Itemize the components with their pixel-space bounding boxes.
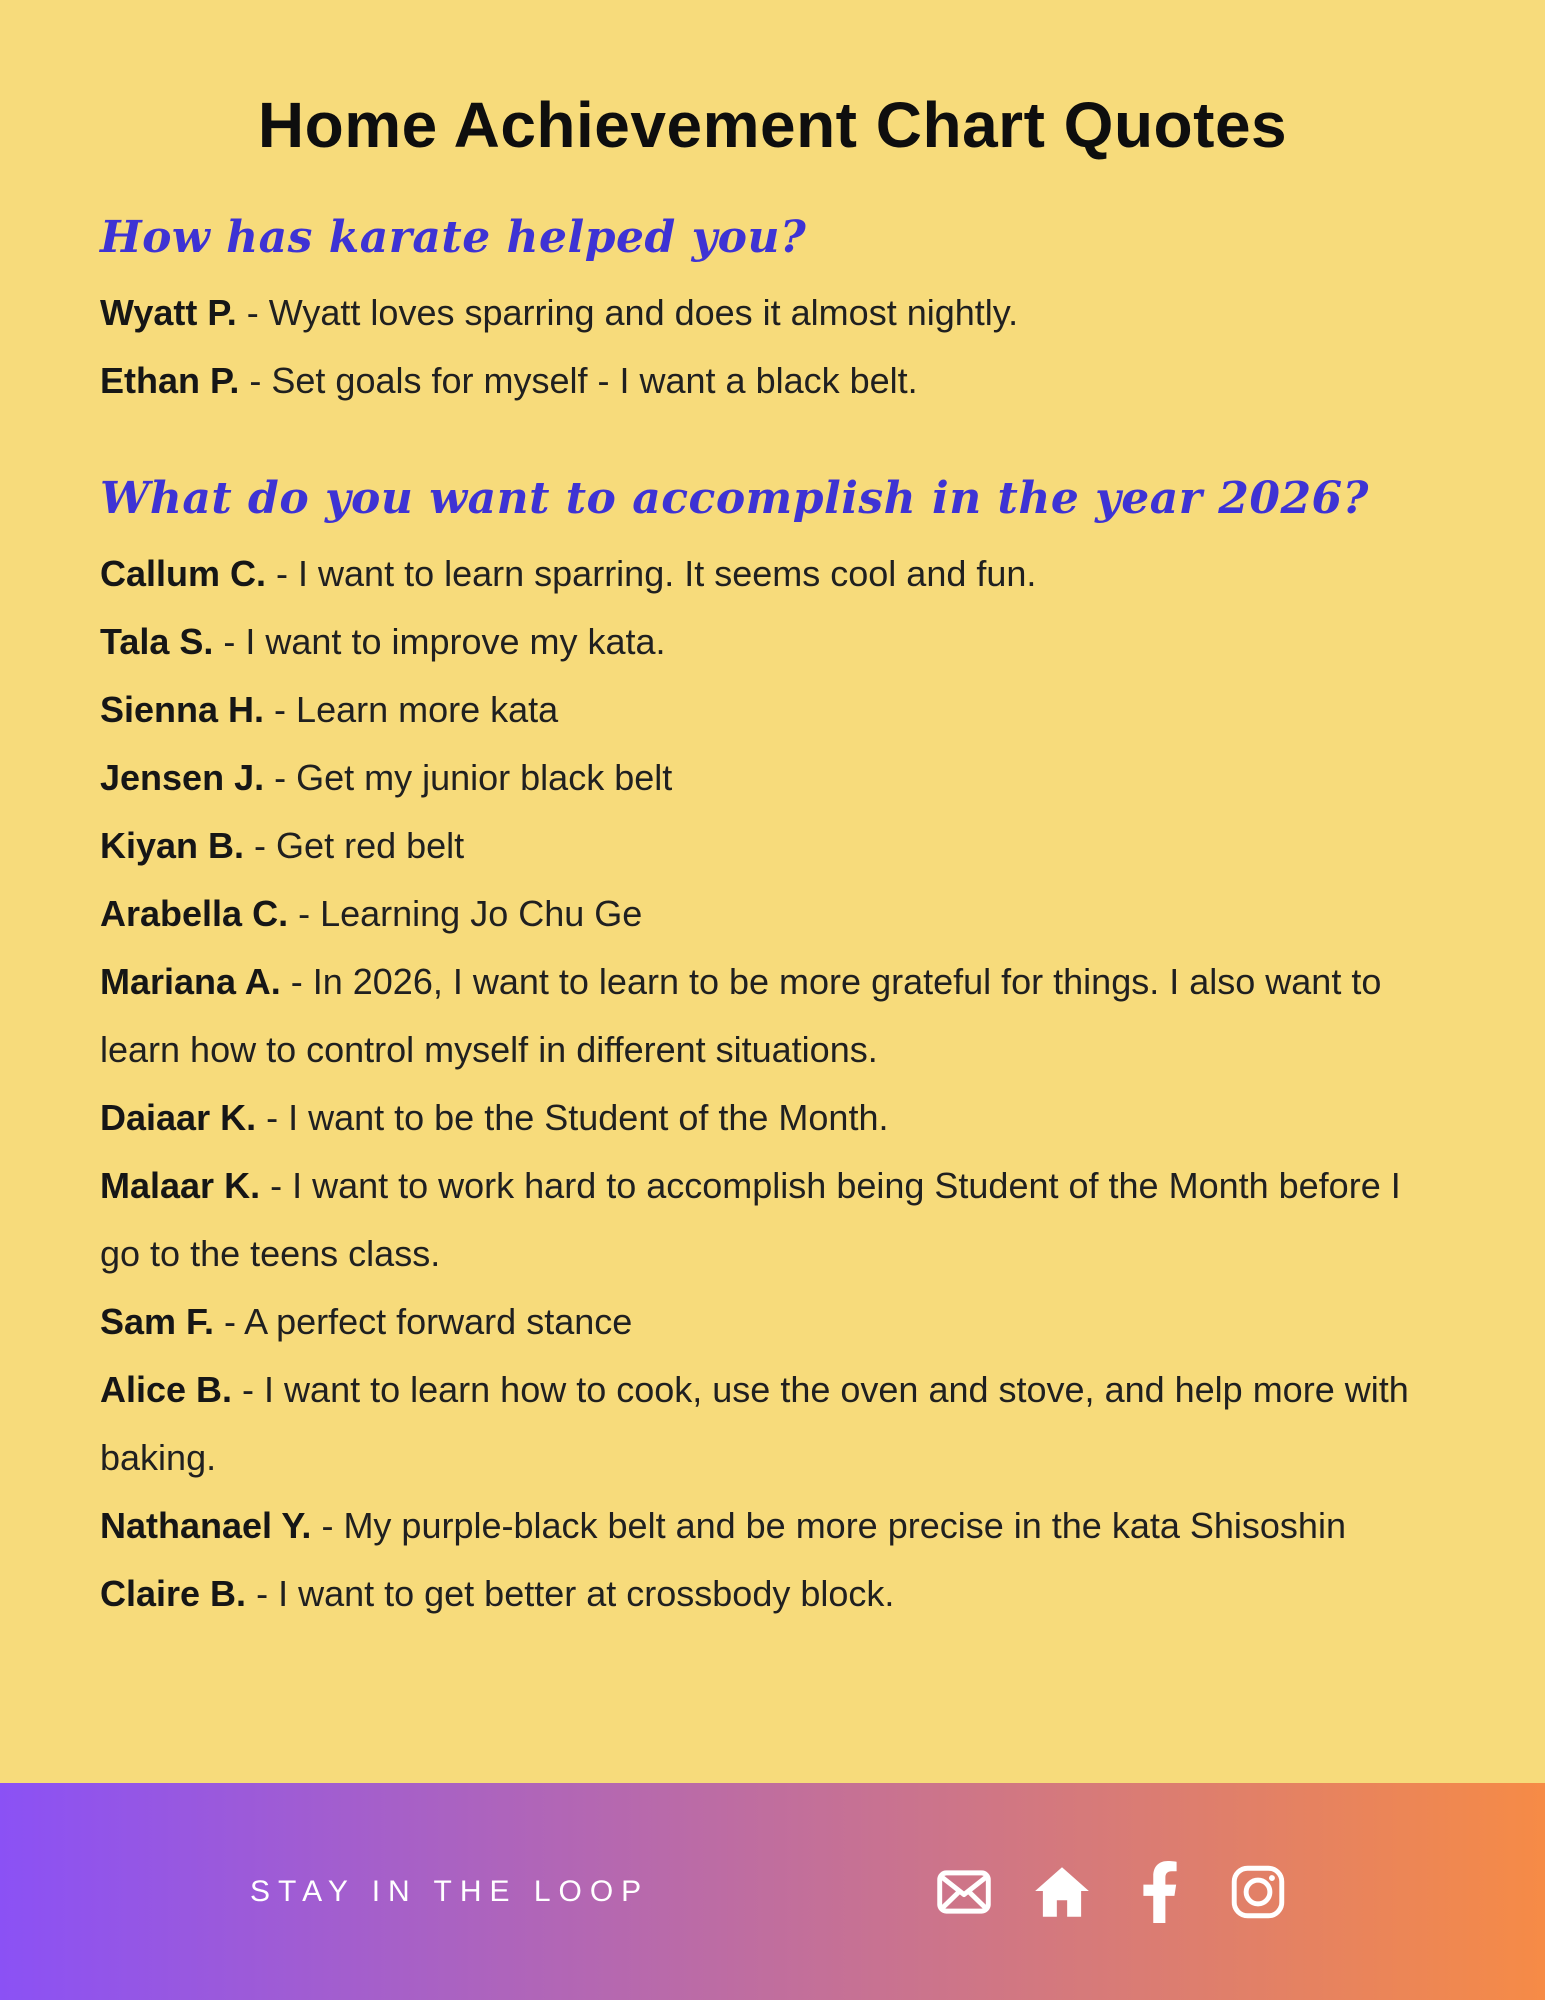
quote-text: I want to be the Student of the Month. xyxy=(288,1097,889,1139)
quote-text: Learn more kata xyxy=(296,689,559,731)
quote-line xyxy=(100,812,1445,880)
quote-author: Daiaar K. xyxy=(100,1097,257,1139)
quote-sections xyxy=(100,210,1445,1628)
quote-separator: - xyxy=(288,893,321,935)
quote-separator: - xyxy=(311,1505,344,1547)
quote-text: In 2026, I want to learn to be more grateful for things. I also want to learn how to control myself in different situations. xyxy=(100,961,1382,1071)
footer-bar xyxy=(0,1783,1545,2000)
email-icon[interactable] xyxy=(932,1860,996,1924)
quote-separator: - xyxy=(213,621,246,663)
quote-line xyxy=(100,1288,1445,1356)
instagram-icon[interactable] xyxy=(1226,1860,1290,1924)
quote-section xyxy=(100,471,1445,1628)
quote-line xyxy=(100,608,1445,676)
quote-text: I want to learn how to cook, use the oven and stove, and help more with baking. xyxy=(100,1369,1409,1479)
quote-separator: - xyxy=(214,1301,245,1343)
quote-section xyxy=(100,210,1445,415)
quote-separator: - xyxy=(264,757,297,799)
quote-author: Malaar K. xyxy=(100,1165,261,1207)
section-heading: How has karate helped you? xyxy=(100,212,807,264)
quote-text: I want to get better at crossbody block. xyxy=(278,1573,895,1615)
quote-line xyxy=(100,880,1445,948)
footer-label: STAY IN THE LOOP xyxy=(250,1874,650,1908)
quote-separator: - xyxy=(266,553,299,595)
quote-line xyxy=(100,1492,1445,1560)
quote-author: Jensen J. xyxy=(100,757,265,799)
home-icon[interactable] xyxy=(1030,1860,1094,1924)
quote-author: Tala S. xyxy=(100,621,214,663)
quote-list xyxy=(100,279,1445,415)
quote-text: My purple-black belt and be more precise in the kata Shisoshin xyxy=(343,1505,1346,1547)
quote-separator: - xyxy=(264,689,297,731)
quote-author: Arabella C. xyxy=(100,893,289,935)
quote-author: Alice B. xyxy=(100,1369,233,1411)
quote-line xyxy=(100,279,1445,347)
facebook-icon[interactable] xyxy=(1128,1860,1192,1924)
quote-line xyxy=(100,1152,1445,1288)
quote-line xyxy=(100,1356,1445,1492)
quote-author: Sienna H. xyxy=(100,689,265,731)
quote-line xyxy=(100,1084,1445,1152)
quote-text: Get red belt xyxy=(276,825,465,867)
quote-text: A perfect forward stance xyxy=(244,1301,633,1343)
quote-line xyxy=(100,1560,1445,1628)
quote-separator: - xyxy=(239,360,272,402)
quote-author: Claire B. xyxy=(100,1573,247,1615)
quote-separator: - xyxy=(236,292,269,334)
quote-author: Mariana A. xyxy=(100,961,281,1003)
quote-separator: - xyxy=(260,1165,293,1207)
quote-list xyxy=(100,540,1445,1628)
quote-text: Wyatt loves sparring and does it almost nightly. xyxy=(268,292,1019,334)
quote-text: Set goals for myself - I want a black belt. xyxy=(271,360,918,402)
quote-author: Callum C. xyxy=(100,553,267,595)
quote-text: I want to improve my kata. xyxy=(245,621,666,663)
quote-separator: - xyxy=(244,825,277,867)
quote-line xyxy=(100,676,1445,744)
quote-separator: - xyxy=(246,1573,279,1615)
quote-author: Wyatt P. xyxy=(100,292,237,334)
quote-text: Get my junior black belt xyxy=(296,757,673,799)
quote-text: I want to learn sparring. It seems cool and fun. xyxy=(298,553,1037,595)
quote-separator: - xyxy=(232,1369,265,1411)
quote-line xyxy=(100,540,1445,608)
quote-separator: - xyxy=(256,1097,289,1139)
quote-separator: - xyxy=(280,961,313,1003)
quote-line xyxy=(100,744,1445,812)
quote-line xyxy=(100,948,1445,1084)
section-heading: What do you want to accomplish in the year 2026? xyxy=(100,473,1369,525)
social-icons xyxy=(932,1860,1290,1924)
quote-text: I want to work hard to accomplish being Student of the Month before I go to the teens class. xyxy=(100,1165,1401,1275)
quote-author: Sam F. xyxy=(100,1301,215,1343)
quote-line xyxy=(100,347,1445,415)
quote-author: Ethan P. xyxy=(100,360,240,402)
quote-text: Learning Jo Chu Ge xyxy=(320,893,643,935)
quote-author: Nathanael Y. xyxy=(100,1505,312,1547)
page-title: Home Achievement Chart Quotes xyxy=(257,89,1288,161)
quote-author: Kiyan B. xyxy=(100,825,245,867)
